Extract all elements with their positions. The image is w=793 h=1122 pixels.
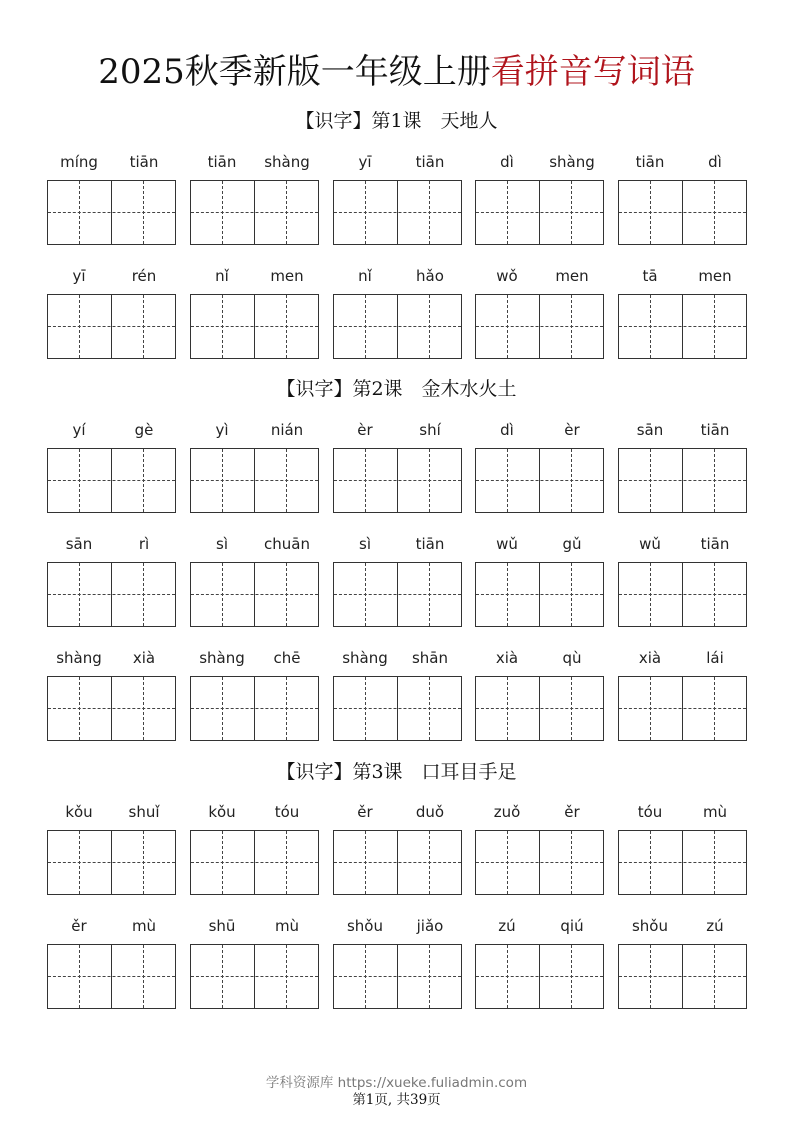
tianzige-writing-box[interactable]: [190, 448, 319, 513]
cell-divider: [254, 295, 255, 358]
pinyin-label: rì: [138, 535, 150, 553]
tianzige-writing-box[interactable]: [47, 676, 176, 741]
pinyin-label: xià: [132, 649, 156, 667]
word-item: [475, 266, 604, 361]
word-item: [475, 802, 604, 897]
pinyin-label: shàng: [342, 649, 388, 667]
tianzige-writing-box[interactable]: [190, 676, 319, 741]
pinyin-label: ěr: [357, 803, 373, 821]
lesson-heading-3: 【识字】第3课 口耳目手足: [276, 761, 517, 783]
word-item: [333, 648, 462, 743]
pinyin-label: sì: [359, 535, 371, 553]
word-item: [190, 802, 319, 897]
tianzige-writing-box[interactable]: [475, 294, 604, 359]
cell-divider: [111, 831, 112, 894]
cell-divider: [682, 295, 683, 358]
tianzige-writing-box[interactable]: [475, 830, 604, 895]
word-item: [47, 266, 176, 361]
pinyin-label: xià: [638, 649, 662, 667]
cell-divider: [111, 677, 112, 740]
word-item: [475, 152, 604, 247]
tianzige-writing-box[interactable]: [190, 830, 319, 895]
word-row: [0, 802, 793, 902]
tianzige-writing-box[interactable]: [47, 294, 176, 359]
pinyin-label: èr: [564, 421, 580, 439]
cell-divider: [682, 449, 683, 512]
tianzige-writing-box[interactable]: [475, 676, 604, 741]
pinyin-label: shū: [208, 917, 236, 935]
cell-divider: [539, 449, 540, 512]
pinyin-label: chē: [273, 649, 301, 667]
tianzige-writing-box[interactable]: [618, 676, 747, 741]
pinyin-label: nǐ: [215, 267, 229, 285]
pinyin-label: shuǐ: [128, 803, 160, 821]
word-item: [47, 802, 176, 897]
pinyin-label: lái: [706, 649, 724, 667]
cell-divider: [397, 945, 398, 1008]
cell-divider: [111, 295, 112, 358]
cell-divider: [111, 181, 112, 244]
word-item: [190, 534, 319, 629]
cell-divider: [397, 295, 398, 358]
pinyin-label: qù: [562, 649, 582, 667]
pinyin-label: dì: [500, 153, 514, 171]
pinyin-label: men: [555, 267, 589, 285]
lesson-heading-1: 【识字】第1课 天地人: [295, 110, 498, 132]
cell-divider: [539, 677, 540, 740]
cell-divider: [111, 563, 112, 626]
title-accent: 看拼音写词语: [490, 52, 695, 92]
pinyin-label: tiān: [415, 153, 445, 171]
tianzige-writing-box[interactable]: [475, 944, 604, 1009]
page-title: [0, 50, 793, 94]
pinyin-label: tiān: [129, 153, 159, 171]
tianzige-writing-box[interactable]: [333, 562, 462, 627]
tianzige-writing-box[interactable]: [475, 562, 604, 627]
pinyin-label: tiān: [700, 535, 730, 553]
pinyin-label: yì: [215, 421, 229, 439]
tianzige-writing-box[interactable]: [190, 562, 319, 627]
tianzige-writing-box[interactable]: [190, 294, 319, 359]
word-item: [333, 266, 462, 361]
cell-divider: [682, 677, 683, 740]
pinyin-label: duǒ: [415, 803, 445, 821]
tianzige-writing-box[interactable]: [618, 830, 747, 895]
word-row: [0, 648, 793, 748]
pinyin-label: shǒu: [346, 917, 383, 935]
pinyin-label: yí: [72, 421, 86, 439]
tianzige-writing-box[interactable]: [333, 448, 462, 513]
pinyin-label: nián: [270, 421, 304, 439]
word-item: [190, 648, 319, 743]
pinyin-label: sì: [216, 535, 228, 553]
tianzige-writing-box[interactable]: [333, 830, 462, 895]
cell-divider: [539, 181, 540, 244]
word-item: [47, 534, 176, 629]
pinyin-label: wǔ: [639, 535, 661, 553]
cell-divider: [397, 563, 398, 626]
cell-divider: [539, 831, 540, 894]
tianzige-writing-box[interactable]: [47, 448, 176, 513]
tianzige-writing-box[interactable]: [333, 294, 462, 359]
pinyin-label: yī: [358, 153, 372, 171]
word-item: [475, 534, 604, 629]
pinyin-label: tóu: [274, 803, 300, 821]
pinyin-label: míng: [60, 153, 98, 171]
tianzige-writing-box[interactable]: [333, 180, 462, 245]
cell-divider: [254, 563, 255, 626]
pinyin-label: shàng: [56, 649, 102, 667]
pinyin-label: jiǎo: [416, 917, 444, 935]
word-item: [47, 152, 176, 247]
word-item: [475, 420, 604, 515]
pinyin-label: tiān: [207, 153, 237, 171]
word-item: [47, 420, 176, 515]
tianzige-writing-box[interactable]: [618, 562, 747, 627]
pinyin-label: zú: [498, 917, 516, 935]
word-row: [0, 916, 793, 1016]
pinyin-label: dì: [708, 153, 722, 171]
cell-divider: [539, 295, 540, 358]
word-row: [0, 266, 793, 366]
word-item: [618, 152, 747, 247]
pinyin-label: chuān: [264, 535, 310, 553]
pinyin-label: gè: [134, 421, 154, 439]
pinyin-label: zuǒ: [493, 803, 521, 821]
pinyin-label: men: [270, 267, 304, 285]
pinyin-label: kǒu: [208, 803, 236, 821]
tianzige-writing-box[interactable]: [618, 944, 747, 1009]
cell-divider: [254, 831, 255, 894]
word-item: [333, 916, 462, 1011]
word-item: [618, 648, 747, 743]
pinyin-label: sān: [636, 421, 664, 439]
word-item: [190, 916, 319, 1011]
pinyin-label: shí: [419, 421, 441, 439]
cell-divider: [397, 449, 398, 512]
cell-divider: [682, 563, 683, 626]
cell-divider: [254, 945, 255, 1008]
word-item: [190, 420, 319, 515]
cell-divider: [254, 181, 255, 244]
word-item: [47, 916, 176, 1011]
footer-source: 学科资源库 https://xueke.fuliadmin.com: [265, 1075, 528, 1091]
pinyin-label: mù: [702, 803, 728, 821]
pinyin-label: shǒu: [631, 917, 668, 935]
cell-divider: [254, 677, 255, 740]
word-item: [618, 916, 747, 1011]
pinyin-label: wǔ: [496, 535, 518, 553]
cell-divider: [682, 181, 683, 244]
word-item: [47, 648, 176, 743]
tianzige-writing-box[interactable]: [47, 830, 176, 895]
tianzige-writing-box[interactable]: [333, 676, 462, 741]
word-item: [333, 152, 462, 247]
cell-divider: [539, 563, 540, 626]
pinyin-label: shān: [411, 649, 449, 667]
pinyin-label: tiān: [415, 535, 445, 553]
word-row: [0, 534, 793, 634]
pinyin-label: tiān: [635, 153, 665, 171]
pinyin-label: zú: [706, 917, 724, 935]
tianzige-writing-box[interactable]: [618, 180, 747, 245]
pinyin-label: men: [698, 267, 732, 285]
word-item: [618, 266, 747, 361]
pinyin-label: mù: [274, 917, 300, 935]
tianzige-writing-box[interactable]: [618, 294, 747, 359]
pinyin-label: gǔ: [562, 535, 582, 553]
pinyin-label: ěr: [564, 803, 580, 821]
pinyin-label: mù: [131, 917, 157, 935]
footer-page-number: 第1页, 共39页: [352, 1092, 441, 1108]
tianzige-writing-box[interactable]: [333, 944, 462, 1009]
title-prefix: 2025秋季新版一年级上册: [98, 52, 491, 92]
word-item: [190, 266, 319, 361]
word-item: [618, 420, 747, 515]
tianzige-writing-box[interactable]: [475, 448, 604, 513]
pinyin-label: tā: [642, 267, 658, 285]
pinyin-label: shàng: [549, 153, 595, 171]
word-item: [618, 802, 747, 897]
pinyin-label: yī: [72, 267, 86, 285]
tianzige-writing-box[interactable]: [47, 180, 176, 245]
word-row: [0, 420, 793, 520]
pinyin-label: ěr: [71, 917, 87, 935]
tianzige-writing-box[interactable]: [190, 944, 319, 1009]
word-item: [618, 534, 747, 629]
pinyin-label: qiú: [560, 917, 584, 935]
pinyin-label: rén: [131, 267, 157, 285]
cell-divider: [682, 945, 683, 1008]
word-item: [475, 648, 604, 743]
pinyin-label: shàng: [264, 153, 310, 171]
word-item: [333, 420, 462, 515]
pinyin-label: èr: [357, 421, 373, 439]
cell-divider: [111, 449, 112, 512]
word-row: [0, 152, 793, 252]
pinyin-label: dì: [500, 421, 514, 439]
tianzige-writing-box[interactable]: [475, 180, 604, 245]
pinyin-label: wǒ: [496, 267, 518, 285]
cell-divider: [682, 831, 683, 894]
tianzige-writing-box[interactable]: [47, 944, 176, 1009]
word-item: [190, 152, 319, 247]
tianzige-writing-box[interactable]: [190, 180, 319, 245]
cell-divider: [539, 945, 540, 1008]
tianzige-writing-box[interactable]: [618, 448, 747, 513]
pinyin-label: shàng: [199, 649, 245, 667]
pinyin-label: tóu: [637, 803, 663, 821]
cell-divider: [397, 677, 398, 740]
tianzige-writing-box[interactable]: [47, 562, 176, 627]
word-item: [333, 534, 462, 629]
pinyin-label: sān: [65, 535, 93, 553]
pinyin-label: nǐ: [358, 267, 372, 285]
lesson-heading-2: 【识字】第2课 金木水火土: [276, 378, 517, 400]
word-item: [333, 802, 462, 897]
pinyin-label: kǒu: [65, 803, 93, 821]
pinyin-label: tiān: [700, 421, 730, 439]
pinyin-label: hǎo: [416, 267, 444, 285]
cell-divider: [397, 831, 398, 894]
cell-divider: [111, 945, 112, 1008]
cell-divider: [254, 449, 255, 512]
word-item: [475, 916, 604, 1011]
pinyin-label: xià: [495, 649, 519, 667]
cell-divider: [397, 181, 398, 244]
